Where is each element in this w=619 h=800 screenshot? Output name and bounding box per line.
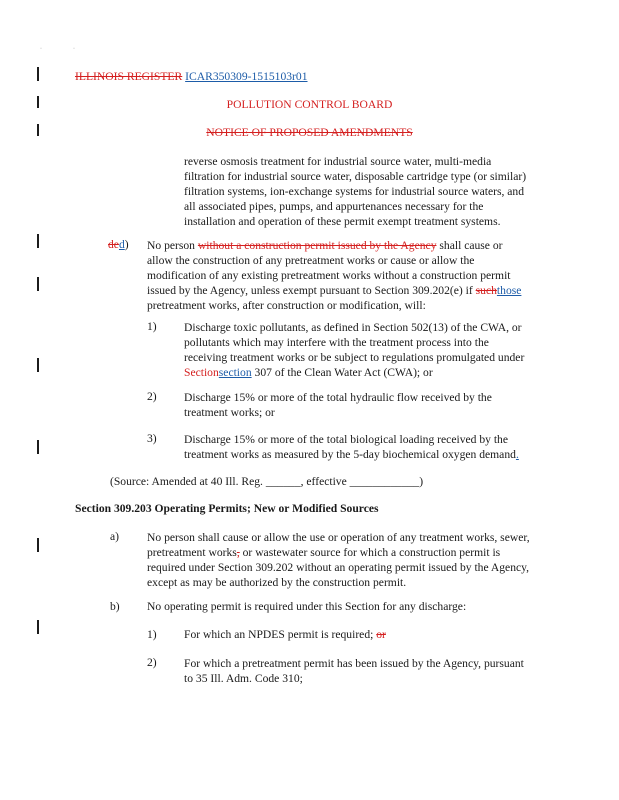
item-number: 1) xyxy=(147,628,157,641)
change-bar xyxy=(37,538,39,552)
subsection-b-label: b) xyxy=(110,600,120,613)
change-bar xyxy=(37,440,39,454)
b-item-2-text: For which a pretreatment permit has been issued by the Agency, pursuant to 35 Ill. Adm. Code 310; xyxy=(184,657,524,685)
subsection-d-text: No person without a construction permit issued by the Agency shall cause or allow the construction of any pretreatment works or cause or allow the modification of any existing pretreatment works without a construction permit issued by the Agency, unless exempt pursuant to Section 309.202(e) if suchthose pretreatment works, after construction or modification, will: xyxy=(147,239,522,312)
item-2-text: Discharge 15% or more of the total hydraulic flow received by the treatment works; or xyxy=(184,391,492,419)
register-header: ILLINOIS REGISTER ICAR350309-1515103r01 xyxy=(75,70,308,83)
scan-speck: · xyxy=(40,46,42,52)
subsection-a-text: No person shall cause or allow the use or operation of any treatment works, sewer, pretreatment works, or wastewater source for which a construction permit is required under Section 309.202 without an operating permit issued by the Agency, except as may be authorized by the construction permit. xyxy=(147,531,530,589)
change-bar xyxy=(37,67,39,81)
change-bar xyxy=(37,620,39,634)
b-item-1-text: For which an NPDES permit is required; or xyxy=(184,628,386,641)
board-title: POLLUTION CONTROL BOARD xyxy=(226,98,393,111)
scan-speck: · xyxy=(73,46,75,52)
section-heading: Section 309.203 Operating Permits; New or Modified Sources xyxy=(75,502,379,515)
subsection-a-label: a) xyxy=(110,530,120,543)
item-3-text: Discharge 15% or more of the total biological loading received by the treatment works as measured by the 5-day biochemical oxygen demand. xyxy=(184,433,519,461)
item-number: 2) xyxy=(147,390,157,403)
source-note: (Source: Amended at 40 Ill. Reg. ______, effective ____________) xyxy=(110,475,424,488)
item-number: 2) xyxy=(147,656,157,669)
item-number: 3) xyxy=(147,432,157,445)
continuation-paragraph: reverse osmosis treatment for industrial source water, multi-media filtration for industrial source water, disposable cartridge type (or similar) filtration systems, ion-exchange systems for industrial source waters, and all associated pipes, pumps, and appurtenances necessary for the installation and operation of these permit exempt treatment systems. xyxy=(184,155,527,228)
item-1-text: Discharge toxic pollutants, as defined in Section 502(13) of the CWA, or pollutants which may interfere with the treatment process into the receiving treatment works or be subject to regulations promulgated under Sectionsection 307 of the Clean Water Act (CWA); or xyxy=(184,321,525,379)
change-bar xyxy=(37,358,39,372)
subsection-b-text: No operating permit is required under this Section for any discharge: xyxy=(147,600,467,613)
change-bar xyxy=(37,277,39,291)
subsection-d-label: ded) xyxy=(108,238,129,251)
change-bar xyxy=(37,234,39,248)
item-number: 1) xyxy=(147,320,157,333)
notice-title: NOTICE OF PROPOSED AMENDMENTS xyxy=(206,126,413,139)
